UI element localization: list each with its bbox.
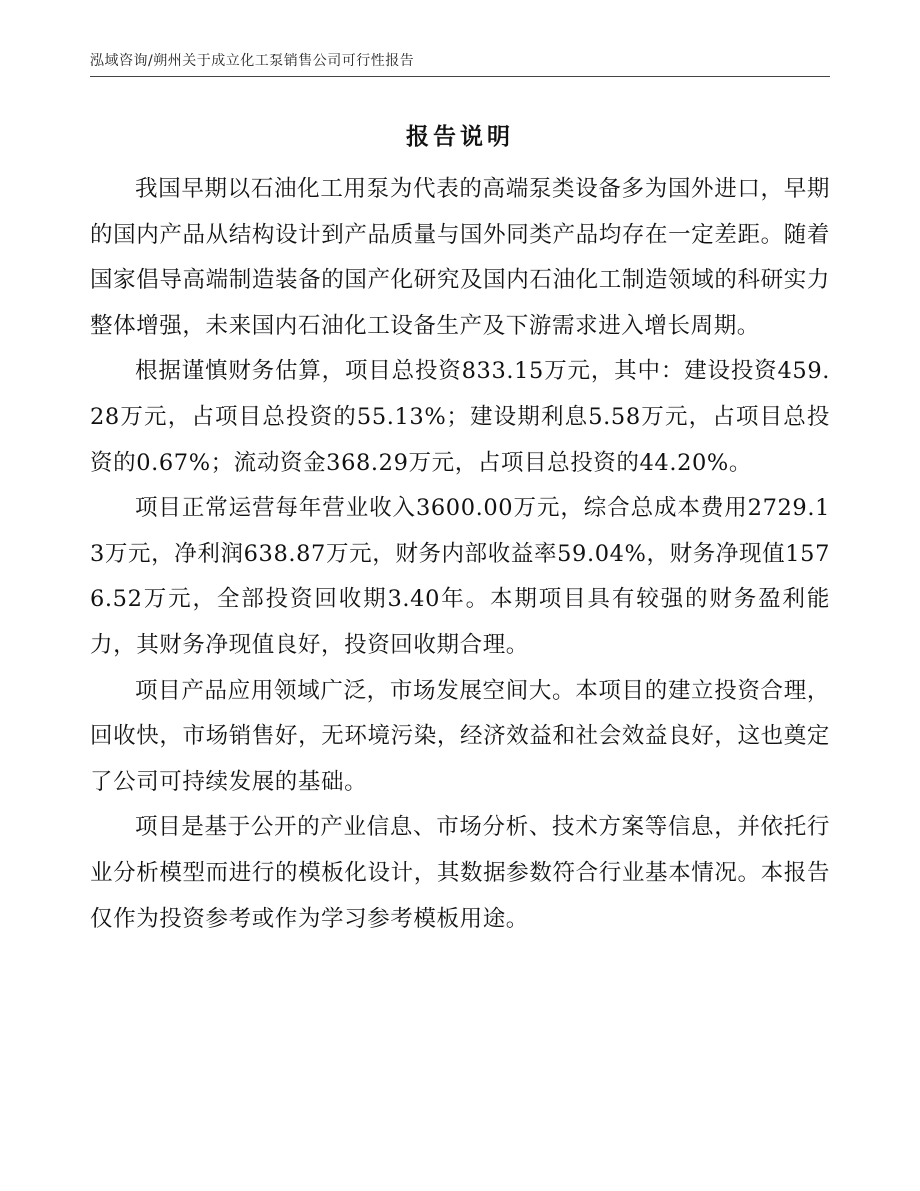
header-divider [90,76,830,77]
paragraph-financials: 项目正常运营每年营业收入3600.00万元，综合总成本费用2729.13万元，净利润638.87万元，财务内部收益率59.04%，财务净现值1576.52万元，全部投资回收期3.40年。本期项目具有较强的财务盈利能力，其财务净现值良好，投资回收期合理。 [90,495,830,658]
page-title: 报告说明 [406,124,514,150]
document-body [90,167,830,942]
paragraph-investment: 根据谨慎财务估算，项目总投资833.15万元，其中：建设投资459.28万元，占项目总投资的55.13%；建设期利息5.58万元，占项目总投资的0.67%；流动资金368.29万元，占项目总投资的44.20%。 [90,358,830,476]
running-header: 泓域咨询/朔州关于成立化工泵销售公司可行性报告 [90,53,415,69]
paragraph-background: 我国早期以石油化工用泵为代表的高端泵类设备多为国外进口，早期的国内产品从结构设计到产品质量与国外同类产品均存在一定差距。随着国家倡导高端制造装备的国产化研究及国内石油化工制造领域的科研实力整体增强，未来国内石油化工设备生产及下游需求进入增长周期。 [90,176,830,339]
paragraph-market: 项目产品应用领域广泛，市场发展空间大。本项目的建立投资合理，回收快，市场销售好，无环境污染，经济效益和社会效益良好，这也奠定了公司可持续发展的基础。 [90,677,830,795]
paragraph-disclaimer: 项目是基于公开的产业信息、市场分析、技术方案等信息，并依托行业分析模型而进行的模板化设计，其数据参数符合行业基本情况。本报告仅作为投资参考或作为学习参考模板用途。 [90,814,830,932]
